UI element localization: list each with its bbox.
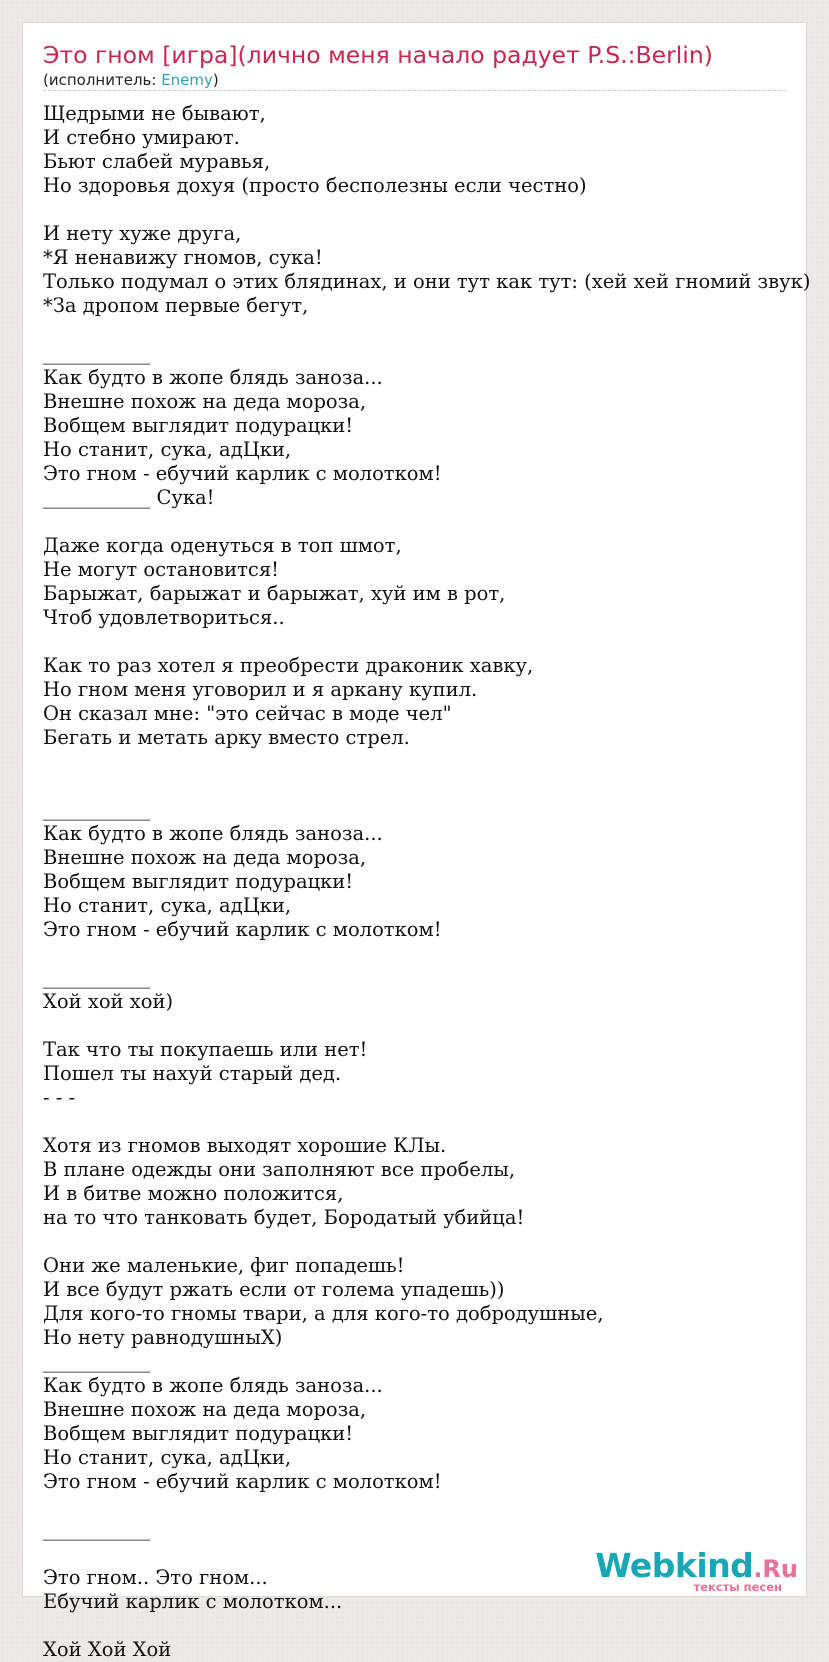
lyric-line: Это гном - ебучий карлик с молотком! [43, 1470, 442, 1493]
lyric-line: Бьют слабей муравья, [43, 150, 271, 173]
lyric-line [43, 198, 810, 222]
lyric-line: ___________ Сука! [43, 486, 215, 509]
artist-prefix: (исполнитель: [43, 71, 162, 89]
lyric-line: Внешне похож на деда мороза, [43, 1398, 367, 1421]
lyric-line: Как будто в жопе блядь заноза... [43, 366, 383, 389]
logo-tld: .Ru [753, 1555, 798, 1583]
lyric-line: Бегать и метать арку вместо стрел. [43, 726, 410, 749]
lyric-line: Они же маленькие, фиг попадешь! [43, 1254, 405, 1277]
lyric-line: на то что танковать будет, Бородатый убийца! [43, 1206, 525, 1229]
artist-suffix: ) [212, 71, 219, 89]
lyric-line: *Я ненавижу гномов, сука! [43, 246, 323, 269]
logo-tagline: тексты песен [693, 1580, 782, 1594]
lyric-line: ___________ [43, 1518, 151, 1541]
lyric-line: В плане одежды они заполняют все пробелы, [43, 1158, 516, 1181]
lyric-line: Внешне похож на деда мороза, [43, 846, 367, 869]
lyric-line: Вобщем выглядит подурацки! [43, 414, 354, 437]
lyric-line: Это гном.. Это гном... [43, 1566, 268, 1589]
lyric-line: Только подумал о этих блядинах, и они тут как тут: (хей хей гномий звук) [43, 270, 811, 293]
lyrics-body [43, 102, 810, 1662]
lyric-line [43, 510, 810, 534]
lyric-line: Это гном - ебучий карлик с молотком! [43, 462, 442, 485]
lyric-line [43, 942, 810, 966]
lyric-line: И стебно умирают. [43, 126, 240, 149]
lyric-line: Внешне похож на деда мороза, [43, 390, 367, 413]
lyric-line: Как будто в жопе блядь заноза... [43, 822, 383, 845]
lyrics-card [22, 22, 811, 1661]
lyric-line [43, 1494, 810, 1518]
artist-line [43, 71, 219, 89]
lyric-line: Для кого-то гномы твари, а для кого-то добродушные, [43, 1302, 604, 1325]
lyric-line: Чтоб удовлетвориться.. [43, 606, 285, 629]
lyric-line [43, 750, 810, 774]
lyric-line [43, 1230, 810, 1254]
lyric-line: И все будут ржать если от голема упадешь)) [43, 1278, 505, 1301]
lyric-line: Как будто в жопе блядь заноза... [43, 1374, 383, 1397]
lyric-line: Но гном меня уговорил и я аркану купил. [43, 678, 478, 701]
lyric-line: Но здоровья дохуя (просто бесполезны если честно) [43, 174, 587, 197]
lyric-line: ___________ [43, 1350, 151, 1373]
lyric-line [43, 1614, 810, 1638]
lyric-line: Но станит, сука, адЦки, [43, 1446, 292, 1469]
lyric-line: Так что ты покупаешь или нет! [43, 1038, 368, 1061]
lyric-line: Но станит, сука, адЦки, [43, 894, 292, 917]
lyric-line [43, 1110, 810, 1134]
lyric-line: Не могут остановится! [43, 558, 279, 581]
lyric-line: Вобщем выглядит подурацки! [43, 870, 354, 893]
lyric-line: Пошел ты нахуй старый дед. [43, 1062, 342, 1085]
logo-name: Webkind [595, 1546, 754, 1585]
song-title: Это гном [игра](лично меня начало радует P.S.:Berlin) [43, 41, 713, 69]
lyric-line: Даже когда оденуться в топ шмот, [43, 534, 402, 557]
lyric-line: Вобщем выглядит подурацки! [43, 1422, 354, 1445]
lyric-line: Щедрыми не бывают, [43, 102, 266, 125]
lyric-line: ___________ [43, 966, 151, 989]
lyric-line: И в битве можно положится, [43, 1182, 344, 1205]
lyric-line: Ебучий карлик с молотком... [43, 1590, 343, 1613]
webkind-logo[interactable] [595, 1546, 798, 1594]
lyric-line [43, 774, 810, 798]
lyric-line: Он сказал мне: "это сейчас в моде чел" [43, 702, 452, 725]
lyric-line: Но нету равнодушныХ) [43, 1326, 283, 1349]
lyric-line: И нету хуже друга, [43, 222, 242, 245]
lyric-line: *За дропом первые бегут, [43, 294, 309, 317]
lyric-line: Хотя из гномов выходят хорошие КЛы. [43, 1134, 447, 1157]
lyric-line: ___________ [43, 798, 151, 821]
lyric-line: Как то раз хотел я преобрести драконик хавку, [43, 654, 534, 677]
lyric-line: Хой хой хой) [43, 990, 174, 1013]
lyric-line [43, 1014, 810, 1038]
lyric-line: Хой Хой Хой [43, 1638, 172, 1661]
title-divider [43, 90, 786, 91]
lyric-line [43, 630, 810, 654]
lyric-line: Это гном - ебучий карлик с молотком! [43, 918, 442, 941]
lyric-line: - - - [43, 1086, 76, 1109]
lyric-line [43, 318, 810, 342]
lyric-line: Барыжат, барыжат и барыжат, хуй им в рот, [43, 582, 506, 605]
lyric-line: ___________ [43, 342, 151, 365]
artist-link[interactable]: Enemy [161, 71, 213, 89]
lyric-line: Но станит, сука, адЦки, [43, 438, 292, 461]
